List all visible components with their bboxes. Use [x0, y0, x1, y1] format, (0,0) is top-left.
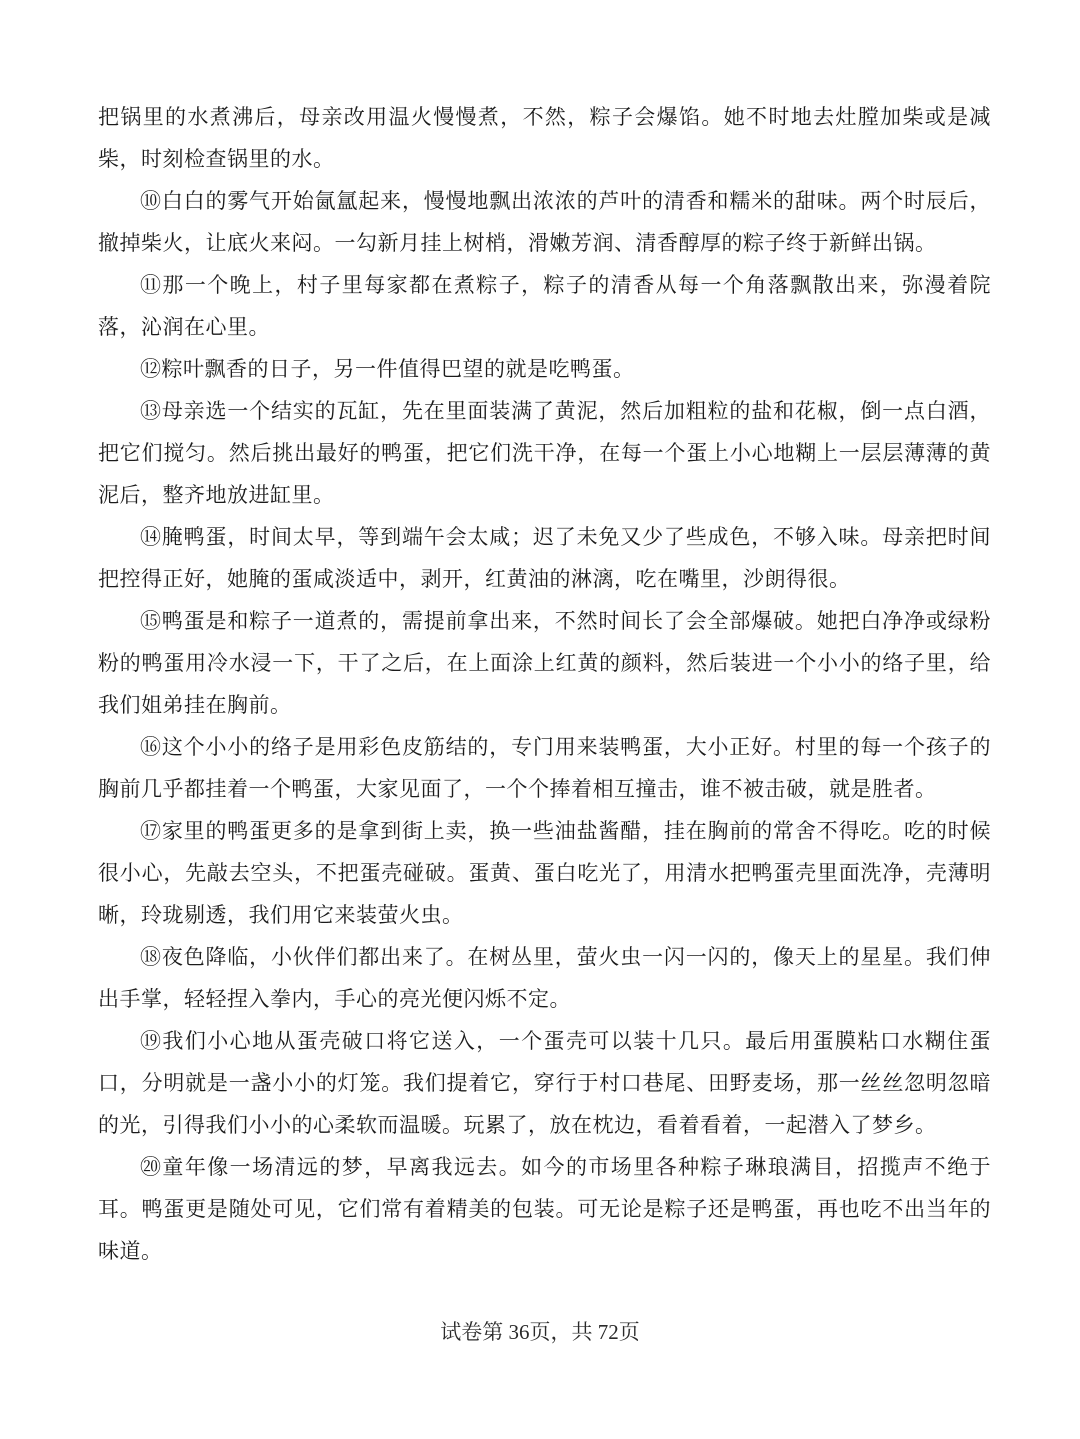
paragraph-19: ⑲我们小心地从蛋壳破口将它送入，一个蛋壳可以装十几只。最后用蛋膜粘口水糊住蛋口，分明就是一盏小小的灯笼。我们提着它，穿行于村口巷尾、田野麦场，那一丝丝忽明忽暗的光，引得我们小小的心柔软而温暖。玩累了，放在枕边，看着看着，一起潜入了梦乡。 — [98, 1029, 991, 1137]
body-text — [98, 96, 991, 1272]
paragraph-12: ⑫粽叶飘香的日子，另一件值得巴望的就是吃鸭蛋。 — [140, 357, 635, 381]
paragraph-continuation: 把锅里的水煮沸后，母亲改用温火慢慢煮，不然，粽子会爆馅。她不时地去灶膛加柴或是减柴，时刻检查锅里的水。 — [98, 105, 991, 171]
paragraph-16: ⑯这个小小的络子是用彩色皮筋结的，专门用来装鸭蛋，大小正好。村里的每一个孩子的胸前几乎都挂着一个鸭蛋，大家见面了，一个个捧着相互撞击，谁不被击破，就是胜者。 — [98, 735, 991, 801]
paragraph-20: ⑳童年像一场清远的梦，早离我远去。如今的市场里各种粽子琳琅满目，招揽声不绝于耳。鸭蛋更是随处可见，它们常有着精美的包装。可无论是粽子还是鸭蛋，再也吃不出当年的味道。 — [98, 1155, 991, 1263]
paragraph-13: ⑬母亲选一个结实的瓦缸，先在里面装满了黄泥，然后加粗粒的盐和花椒，倒一点白酒，把它们搅匀。然后挑出最好的鸭蛋，把它们洗干净，在每一个蛋上小心地糊上一层层薄薄的黄泥后，整齐地放进缸里。 — [98, 399, 991, 507]
paragraph-18: ⑱夜色降临，小伙伴们都出来了。在树丛里，萤火虫一闪一闪的，像天上的星星。我们伸出手掌，轻轻捏入拳内，手心的亮光便闪烁不定。 — [98, 945, 991, 1011]
paragraph-10: ⑩白白的雾气开始氤氲起来，慢慢地飘出浓浓的芦叶的清香和糯米的甜味。两个时辰后，撤掉柴火，让底火来闷。一勾新月挂上树梢，滑嫩芳润、清香醇厚的粽子终于新鲜出锅。 — [98, 189, 991, 255]
page-footer: 试卷第 36页，共 72页 — [440, 1320, 640, 1344]
paragraph-15: ⑮鸭蛋是和粽子一道煮的，需提前拿出来，不然时间长了会全部爆破。她把白净净或绿粉粉的鸭蛋用冷水浸一下，干了之后，在上面涂上红黄的颜料，然后装进一个小小的络子里，给我们姐弟挂在胸前。 — [98, 609, 991, 717]
paragraph-17: ⑰家里的鸭蛋更多的是拿到街上卖，换一些油盐酱醋，挂在胸前的常舍不得吃。吃的时候很小心，先敲去空头，不把蛋壳碰破。蛋黄、蛋白吃光了，用清水把鸭蛋壳里面洗净，壳薄明晰，玲珑剔透，我们用它来装萤火虫。 — [98, 819, 991, 927]
paragraph-11: ⑪那一个晚上，村子里每家都在煮粽子，粽子的清香从每一个角落飘散出来，弥漫着院落，沁润在心里。 — [98, 273, 991, 339]
paragraph-14: ⑭腌鸭蛋，时间太早，等到端午会太咸；迟了未免又少了些成色，不够入味。母亲把时间把控得正好，她腌的蛋咸淡适中，剥开，红黄油的淋漓，吃在嘴里，沙朗得很。 — [98, 525, 991, 591]
